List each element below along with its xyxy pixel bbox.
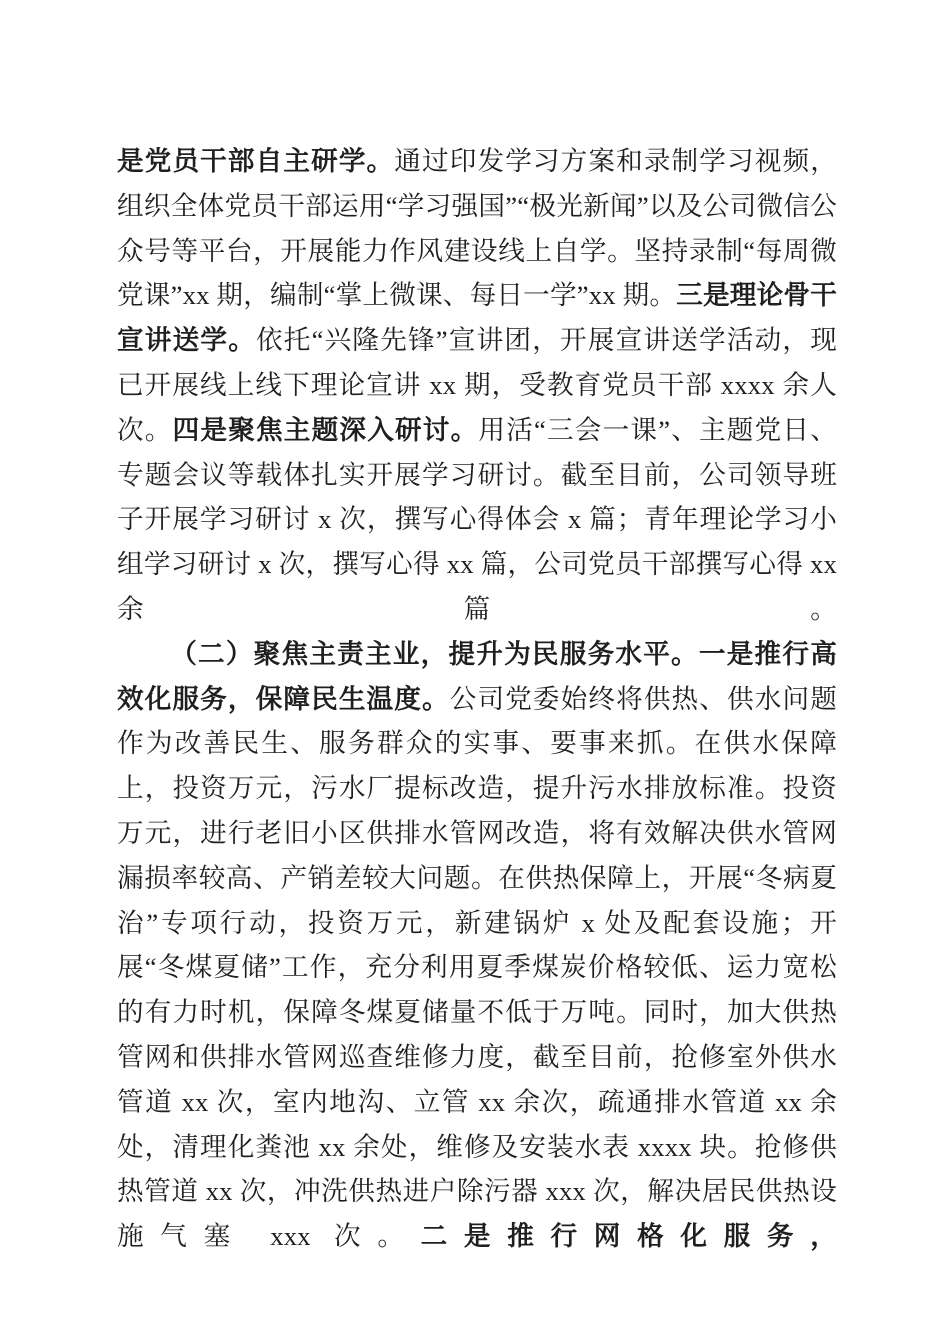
text-run: 通过印发学习方案和录制学习视频，组织全体党员干部运用“学习强国”“极光新闻”以及公司微信公众号等平台，开展能力作风建设线上自学。坚持录制“每周微党课”xx 期，编制“掌上微课、每日一学”xx 期。 xyxy=(117,146,837,311)
bold-text-run: 二是推行网格化服务， xyxy=(420,1221,838,1252)
bold-text-run: 四是聚焦主题深入研讨。 xyxy=(172,414,479,445)
document-body xyxy=(117,139,837,1259)
text-run: 公司党委始终将供热、供水问题作为改善民生、服务群众的实事、要事来抓。在供水保障上，投资万元，污水厂提标改造，提升污水排放标准。投资万元，进行老旧小区供排水管网改造，将有效解决供水管网漏损率较高、产销差较大问题。在供热保障上，开展“冬病夏治”专项行动，投资万元，新建锅炉 x 处及配套设施；开展“冬煤夏储”工作，充分利用夏季煤炭价格较低、运力宽松的有力时机，保障冬煤夏储量不低于万吨。同时，加大供热管网和供排水管网巡查维修力度，截至目前，抢修室外供水管道 xx 次，室内地沟、立管 xx 余次，疏通排水管道 xx 余处，清理化粪池 xx 余处，维修及安装水表 xxxx 块。抢修供热管道 xx 次，冲洗供热进户除污器 xxx 次，解决居民供热设施气塞 xxx 次。 xyxy=(117,683,837,1252)
text-run: 用活“三会一课”、主题党日、专题会议等载体扎实开展学习研讨。截至目前，公司领导班子开展学习研讨 x 次，撰写心得体会 x 篇；青年理论学习小组学习研讨 x 次，撰写心得 xx 篇，公司党员干部撰写心得 xx 余篇。 xyxy=(117,414,838,624)
bold-text-run: 三是理论骨干宣讲送学。 xyxy=(117,280,837,356)
paragraph xyxy=(117,139,837,632)
text-run: 依托“兴隆先锋”宣讲团，开展宣讲送学活动，现已开展线上线下理论宣讲 xx 期，受教育党员干部 xxxx 余人次。 xyxy=(117,325,837,445)
paragraph xyxy=(117,632,837,1259)
bold-text-run: 是党员干部自主研学。 xyxy=(117,146,395,176)
bold-text-run: （二）聚焦主责主业，提升为民服务水平。一是推行高效化服务，保障民生温度。 xyxy=(117,638,837,714)
